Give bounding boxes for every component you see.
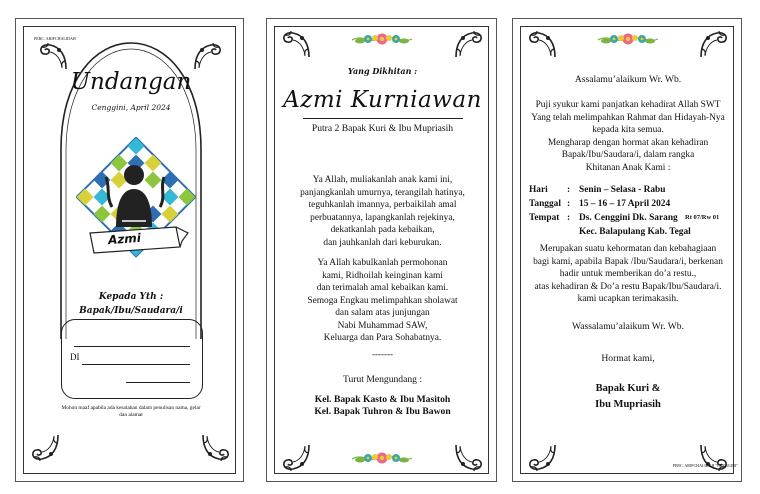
tempat-rt: Rt 07/Rw 01	[685, 214, 720, 221]
hari-row	[529, 183, 739, 197]
hari-value: Senin – Selasa - Rabu	[579, 185, 666, 195]
tempat-value: Ds. Cenggini Dk. Sarang	[579, 213, 678, 223]
prayer-line: Ya Allah, muliakanlah anak kami ini,	[312, 175, 453, 185]
kepada-label: Kepada Yth :	[98, 292, 164, 302]
prayer-line: dan jauhkanlah dari keburukan.	[323, 237, 442, 248]
tempat-label: Tempat	[529, 213, 560, 223]
corner-ornament-icon	[281, 443, 311, 473]
intro-line: Yang telah melimpahkan Rahmat dan Hidayah-Nya	[531, 112, 725, 123]
flower-ornament-icon	[352, 451, 412, 465]
corner-ornament-icon	[281, 29, 311, 59]
closing-line: Merupakan suatu kehormatan dan kebahagiaan	[539, 244, 717, 254]
separator: -------	[372, 349, 393, 359]
closing-line: kami ucapkan terimakasih.	[577, 294, 679, 304]
tempat-row	[529, 211, 739, 225]
corner-ornament-icon	[527, 29, 557, 59]
address-box	[61, 319, 203, 399]
prayer-panel	[266, 18, 497, 482]
name-underline	[303, 118, 463, 119]
address-line	[126, 382, 190, 383]
prayer-paragraph-1	[277, 174, 488, 249]
cover-panel	[15, 18, 244, 482]
tanggal-row	[529, 197, 739, 211]
parent-line: Putra 2 Bapak Kuri & Ibu Mupriasih	[311, 123, 454, 134]
address-line	[74, 346, 190, 347]
corner-ornament-icon	[527, 443, 557, 473]
prayer-line: Nabi Muhammad SAW,	[337, 320, 428, 331]
yang-dikhitan-label: Yang Dikhitan :	[347, 66, 418, 76]
signature-line: Bapak Kuri &	[595, 383, 661, 394]
child-name: Azmi Kurniawan	[283, 87, 482, 113]
hari-label: Hari	[529, 185, 548, 195]
colon: :	[567, 185, 571, 195]
event-details	[529, 183, 739, 239]
closing-line: bagi kami, apabila Bapak /Ibu/Saudara/i, berkenan	[533, 256, 723, 267]
logo-text: Azmi	[107, 230, 142, 248]
prayer-line: kami, Ridhoilah keinginan kami	[322, 270, 443, 281]
azmi-logo	[76, 137, 196, 277]
family-line: Kel. Bapak Kasto & Ibu Masitoh	[314, 394, 451, 405]
prayer-line: perbuatannya, lapangkanlah rejekinya,	[310, 212, 455, 223]
details-panel	[512, 18, 742, 482]
colon: :	[567, 213, 571, 223]
family-line: Kel. Bapak Tuhron & Ibu Bawon	[314, 406, 451, 417]
tanggal-label: Tanggal	[529, 199, 561, 209]
di-label: DI	[70, 352, 80, 362]
printer-credit: PERC. ARIFCHALIDAH	[34, 36, 76, 41]
salam-open: Assalamu’alaikum Wr. Wb.	[574, 74, 682, 85]
cover-note: Mohon maaf apabila ada kesalahan dalam penulisan nama, gelar dan alamat	[61, 405, 201, 418]
cover-place-date: Cenggini, April 2024	[91, 103, 171, 112]
cover-title: Undangan	[70, 69, 192, 95]
intro-line: Bapak/Ibu/Saudara/i, dalam rangka	[561, 150, 695, 160]
flower-ornament-icon	[352, 32, 412, 46]
salam-close: Wassalamu’alaikum Wr. Wb.	[572, 321, 684, 332]
turut-mengundang-label: Turut Mengundang :	[342, 374, 423, 385]
intro-line: Mengharap dengan hormat akan kehadiran	[547, 137, 709, 148]
corner-ornament-icon	[201, 433, 231, 463]
prayer-line: Keluarga dan Para Sohabatnya.	[323, 333, 442, 343]
intro-line: Khitanan Anak Kami :	[585, 162, 671, 173]
corner-ornament-icon	[30, 433, 60, 463]
prayer-line: dekatkanlah pada kebaikan,	[330, 225, 435, 235]
corner-ornament-icon	[454, 443, 484, 473]
hormat-kami: Hormat kami,	[601, 353, 655, 364]
intro-paragraph	[517, 99, 739, 174]
prayer-line: dan salam atas junjungan	[335, 308, 430, 318]
intro-line: kepada kita semua.	[592, 125, 664, 135]
flower-ornament-icon	[598, 32, 658, 46]
prayer-line: Semoga Engkau melimpahkan sholawat	[307, 295, 458, 306]
closing-line: atas kehadiran & Do’a restu Bapak/Ibu/Saudara/i.	[534, 281, 722, 292]
signature-line: Ibu Mupriasih	[595, 399, 661, 410]
intro-line: Puji syukur kami panjatkan kehadirat Allah SWT	[535, 100, 721, 110]
colon: :	[567, 199, 571, 209]
recipient-title: Bapak/Ibu/Saudara/i	[79, 306, 183, 316]
prayer-line: dan terimalah amal kebaikan kami.	[316, 283, 449, 293]
printer-credit: PERC. ARIFCHALIDAH "CENGGINI"	[672, 463, 738, 468]
corner-ornament-icon	[699, 443, 729, 473]
prayer-line: teguhkanlah imannya, perbaikilah amal	[308, 200, 457, 210]
closing-line: hadir untuk memberikan do’a restu.,	[559, 269, 697, 279]
tanggal-value: 15 – 16 – 17 April 2024	[579, 199, 671, 209]
prayer-line: Ya Allah kabulkanlah permohonan	[317, 258, 448, 268]
prayer-paragraph-2	[277, 257, 488, 345]
corner-ornament-icon	[699, 29, 729, 59]
prayer-line: panjangkanlah umurnya, terangilah hatinya,	[300, 187, 465, 198]
address-line	[82, 364, 190, 365]
kecamatan-row	[529, 225, 739, 239]
corner-ornament-icon	[454, 29, 484, 59]
tempat-kecamatan: Kec. Balapulang Kab. Tegal	[579, 227, 691, 237]
closing-paragraph	[515, 243, 741, 306]
